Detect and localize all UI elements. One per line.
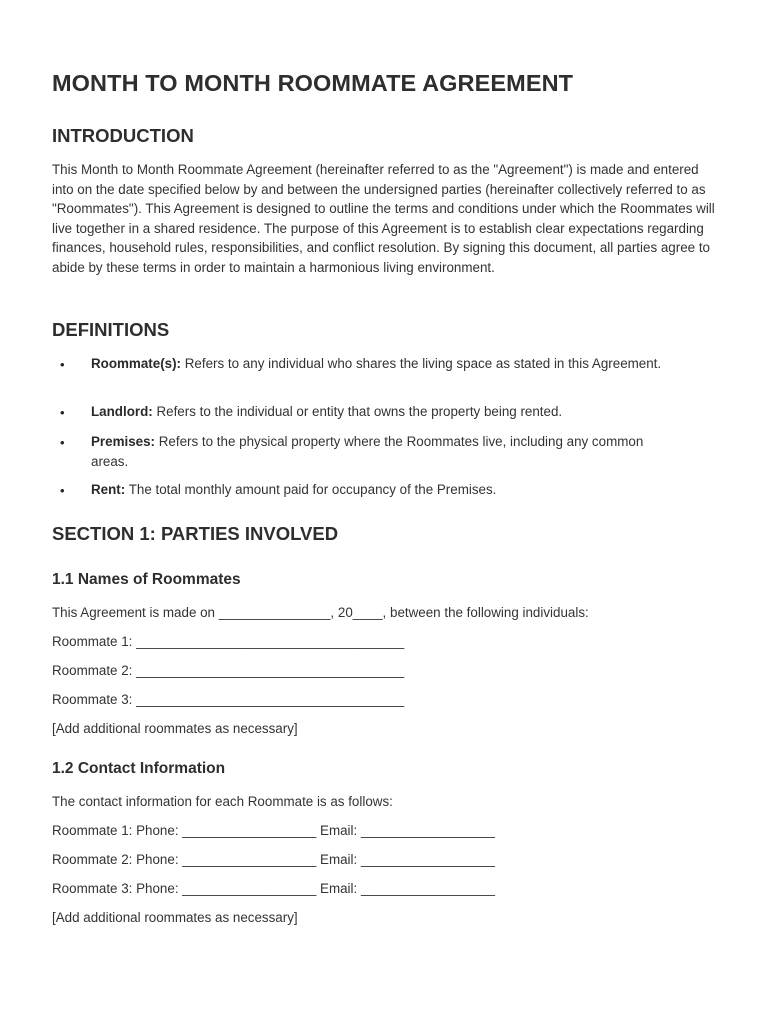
definition-text <box>91 432 681 471</box>
definition-text <box>91 354 681 374</box>
roommate-contact-line-2: Roommate 2: Phone: __________________ Email: __________________ <box>52 852 496 867</box>
contact-intro-line: The contact information for each Roommate is as follows: <box>52 794 393 809</box>
names-of-roommates-heading: 1.1 Names of Roommates <box>52 571 241 588</box>
bullet-icon: • <box>60 435 65 450</box>
roommate-contact-line-1: Roommate 1: Phone: __________________ Email: __________________ <box>52 823 496 838</box>
bullet-icon: • <box>60 483 65 498</box>
definition-text <box>91 480 681 500</box>
definition-description: Refers to the physical property where the Roommates live, including any common areas. <box>91 434 644 469</box>
contact-information-heading: 1.2 Contact Information <box>52 760 226 777</box>
introduction-paragraph: This Month to Month Roommate Agreement (hereinafter referred to as the "Agreement") is made and entered into on the date specified below by and between the undersigned parties (hereinafter collectively referred to as "Roommates"). This Agreement is designed to outline the terms and conditions under which the Roommates will live together in a shared residence. The purpose of this Agreement is to establish clear expectations regarding finances, household rules, responsibilities, and conflict resolution. By signing this document, all parties agree to abide by these terms in order to maintain a harmonious living environment. <box>52 162 715 275</box>
definition-description: Refers to the individual or entity that owns the property being rented. <box>152 404 563 419</box>
roommate-name-line-1: Roommate 1: ____________________________________ <box>52 634 405 649</box>
definition-term: Roommate(s): <box>91 356 182 371</box>
bullet-icon: • <box>60 357 65 372</box>
definition-description: The total monthly amount paid for occupancy of the Premises. <box>125 482 497 497</box>
introduction-heading: INTRODUCTION <box>52 125 194 146</box>
add-roommates-note: [Add additional roommates as necessary] <box>52 721 298 736</box>
definitions-heading: DEFINITIONS <box>52 319 170 340</box>
definition-term: Rent: <box>91 482 126 497</box>
bullet-icon: • <box>60 405 65 420</box>
roommate-name-line-2: Roommate 2: ____________________________________ <box>52 663 405 678</box>
roommate-contact-line-3: Roommate 3: Phone: __________________ Email: __________________ <box>52 881 496 896</box>
definition-term: Premises: <box>91 434 156 449</box>
roommate-name-line-3: Roommate 3: ____________________________________ <box>52 692 405 707</box>
definition-description: Refers to any individual who shares the living space as stated in this Agreement. <box>181 356 662 371</box>
add-contacts-note: [Add additional roommates as necessary] <box>52 910 298 925</box>
document-title: MONTH TO MONTH ROOMMATE AGREEMENT <box>52 70 574 96</box>
agreement-date-line: This Agreement is made on _______________, 20____, between the following individuals: <box>52 605 589 620</box>
definition-term: Landlord: <box>91 404 153 419</box>
section1-heading: SECTION 1: PARTIES INVOLVED <box>52 523 339 544</box>
definition-text <box>91 402 681 422</box>
